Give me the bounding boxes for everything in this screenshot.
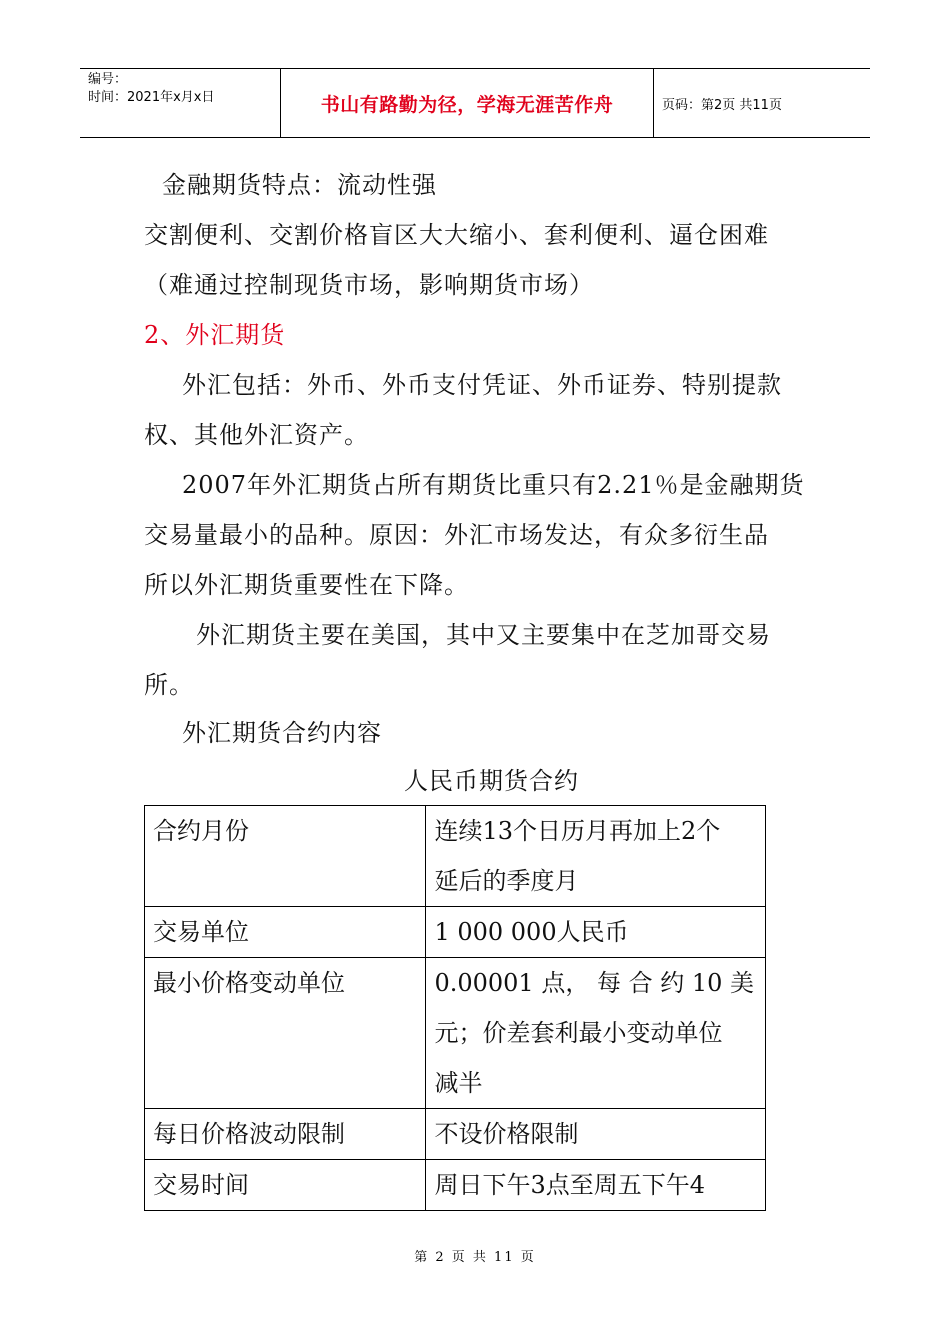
section-heading: 2、外汇期货 [144, 321, 286, 349]
header-number-label: 编号： [88, 72, 128, 87]
paragraph-share-line1: 2007年外汇期货占所有期货比重只有2.21％是金融期货 [182, 471, 805, 499]
table-cell-value [426, 806, 766, 907]
contract-table [144, 805, 766, 1211]
table-cell-label: 最小价格变动单位 [145, 958, 426, 1109]
table-row [145, 907, 766, 958]
paragraph-us-line2: 所。 [144, 671, 194, 699]
cell-line: 元；价差套利最小变动单位 [434, 1019, 723, 1047]
table-cell-value [426, 958, 766, 1109]
cell-line: 0.00001 点， 每 合 约 10 美 [434, 969, 755, 997]
table-cell-label: 合约月份 [145, 806, 426, 907]
cell-line: 周日下午3点至周五下午4 [434, 1171, 705, 1199]
paragraph-delivery: 交割便利、交割价格盲区大大缩小、套利便利、逼仓困难 [144, 221, 769, 249]
paragraph-forex-line2: 权、其他外汇资产。 [144, 421, 369, 449]
cell-line: 1 000 000人民币 [434, 918, 629, 946]
header-time-label: 时间：2021年x月x日 [88, 90, 215, 105]
paragraph-us-line1: 外汇期货主要在美国，其中又主要集中在芝加哥交易 [196, 621, 771, 649]
table-cell-value [426, 1160, 766, 1211]
cell-line: 减半 [434, 1069, 483, 1097]
table-cell-value [426, 907, 766, 958]
page-header [80, 68, 870, 138]
table-cell-value [426, 1109, 766, 1160]
cell-line: 不设价格限制 [434, 1120, 579, 1148]
table-title: 人民币期货合约 [404, 767, 579, 795]
table-row [145, 1160, 766, 1211]
paragraph-contract-intro: 外汇期货合约内容 [182, 719, 382, 747]
table-cell-label: 交易单位 [145, 907, 426, 958]
table-row [145, 1109, 766, 1160]
table-row [145, 806, 766, 907]
table-row [145, 958, 766, 1109]
table-cell-label: 交易时间 [145, 1160, 426, 1211]
paragraph-forex-line1: 外汇包括：外币、外币支付凭证、外币证券、特别提款 [182, 371, 782, 399]
header-meta [80, 69, 281, 137]
header-motto: 书山有路勤为径，学海无涯苦作舟 [281, 69, 654, 137]
page-footer: 第 2 页 共 11 页 [414, 1250, 536, 1265]
header-page-info: 页码：第2页 共11页 [662, 97, 782, 113]
paragraph-note: （难通过控制现货市场，影响期货市场） [144, 271, 594, 299]
paragraph-share-line2: 交易量最小的品种。原因：外汇市场发达，有众多衍生品 [144, 521, 769, 549]
cell-line: 连续13个日历月再加上2个 [434, 817, 721, 845]
paragraph-features: 金融期货特点：流动性强 [162, 171, 437, 199]
table-cell-label: 每日价格波动限制 [145, 1109, 426, 1160]
paragraph-share-line3: 所以外汇期货重要性在下降。 [144, 571, 469, 599]
cell-line: 延后的季度月 [434, 867, 579, 895]
